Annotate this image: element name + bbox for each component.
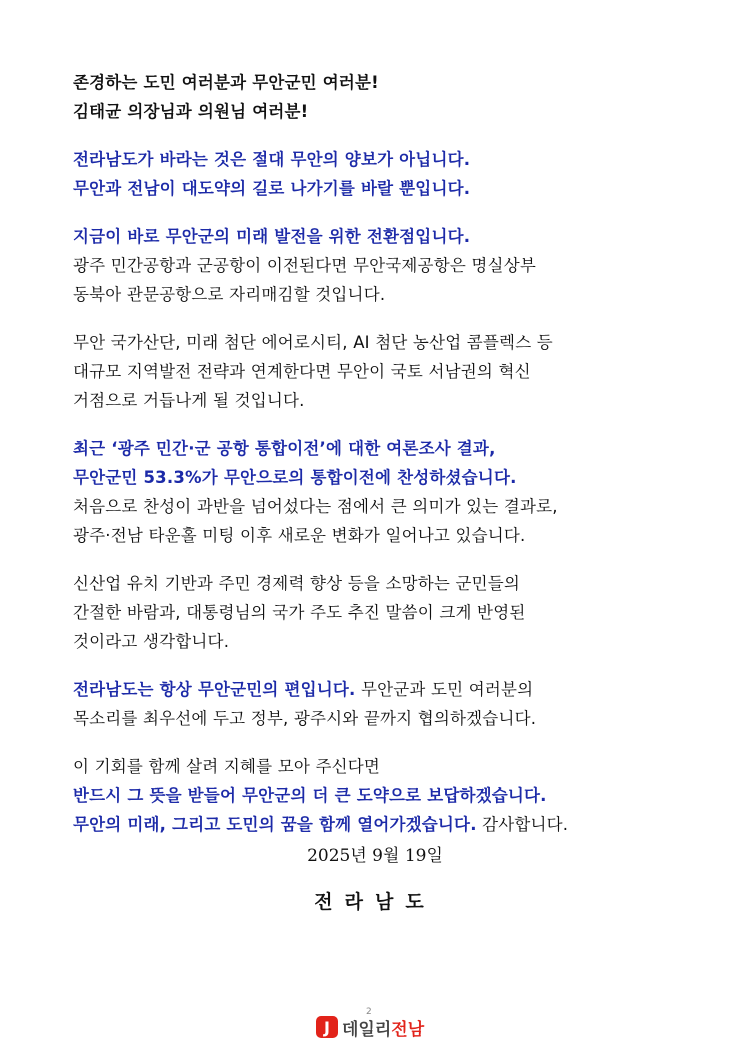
text-line — [73, 598, 693, 627]
body-text: 감사합니다. — [476, 815, 569, 834]
letter-body — [73, 68, 693, 858]
body-text: 대규모 지역발전 전략과 연계한다면 무안이 국토 서남권의 혁신 — [73, 362, 531, 381]
logo-text-daily: 데일리 — [342, 1019, 392, 1040]
emphasis-text: 최근 ‘광주 민간·군 공항 통합이전’에 대한 여론조사 결과, — [73, 439, 496, 458]
text-line — [73, 174, 693, 203]
text-line — [73, 569, 693, 598]
paragraph — [73, 569, 693, 656]
text-line — [73, 251, 693, 280]
text-line — [73, 627, 693, 656]
body-text: 무안 국가산단, 미래 첨단 에어로시티, AI 첨단 농산업 콤플렉스 등 — [73, 333, 553, 352]
text-line — [73, 280, 693, 309]
body-text: 무안군과 도민 여러분의 — [355, 680, 534, 699]
text-line — [73, 434, 693, 463]
signer-name: 전라남도 — [314, 891, 436, 913]
emphasis-text: 무안군민 53.3%가 무안으로의 통합이전에 찬성하셨습니다. — [73, 468, 517, 487]
watermark-logo — [316, 1012, 424, 1042]
text-line — [73, 781, 693, 810]
body-text: 광주 민간공항과 군공항이 이전된다면 무안국제공항은 명실상부 — [73, 256, 536, 275]
body-text: 간절한 바람과, 대통령님의 국가 주도 추진 말씀이 크게 반영된 — [73, 603, 526, 622]
emphasis-text: 무안의 미래, 그리고 도민의 꿈을 함께 열어가겠습니다. — [73, 815, 477, 834]
emphasis-text: 전라남도가 바라는 것은 절대 무안의 양보가 아닙니다. — [73, 150, 471, 169]
emphasis-text: 무안과 전남이 대도약의 길로 나가기를 바랄 뿐입니다. — [73, 179, 471, 198]
body-text: 광주·전남 타운홀 미팅 이후 새로운 변화가 일어나고 있습니다. — [73, 526, 526, 545]
body-text: 거점으로 거듭나게 될 것입니다. — [73, 391, 305, 410]
document-date: 2025년 9월 19일 — [307, 846, 443, 866]
text-line — [73, 675, 693, 704]
text-line — [73, 810, 693, 839]
text-line — [73, 357, 693, 386]
paragraph — [73, 145, 693, 203]
emphasis-text: 지금이 바로 무안군의 미래 발전을 위한 전환점입니다. — [73, 227, 471, 246]
paragraph — [73, 328, 693, 415]
text-line — [73, 386, 693, 415]
emphasis-text: 반드시 그 뜻을 받들어 무안군의 더 큰 도약으로 보답하겠습니다. — [73, 786, 547, 805]
text-line — [73, 752, 693, 781]
greeting-text: 김태균 의장님과 의원님 여러분! — [73, 102, 309, 121]
paragraph — [73, 222, 693, 309]
body-text: 것이라고 생각합니다. — [73, 632, 230, 651]
text-line — [73, 145, 693, 174]
body-text: 동북아 관문공항으로 자리매김할 것입니다. — [73, 285, 386, 304]
text-line — [73, 492, 693, 521]
logo-text-jeonnam: 전남 — [391, 1019, 425, 1040]
text-line — [73, 97, 693, 126]
paragraph — [73, 68, 693, 126]
body-text: 목소리를 최우선에 두고 정부, 광주시와 끝까지 협의하겠습니다. — [73, 709, 537, 728]
text-line — [73, 704, 693, 733]
text-line — [73, 222, 693, 251]
paragraph — [73, 434, 693, 550]
text-line — [73, 521, 693, 550]
body-text: 신산업 유치 기반과 주민 경제력 향상 등을 소망하는 군민들의 — [73, 574, 521, 593]
paragraph — [73, 675, 693, 733]
body-text: 처음으로 찬성이 과반을 넘어섰다는 점에서 큰 의미가 있는 결과로, — [73, 497, 558, 516]
greeting-text: 존경하는 도민 여러분과 무안군민 여러분! — [73, 73, 379, 92]
logo-icon: J — [316, 1016, 338, 1038]
page-number: 2 — [366, 1007, 372, 1017]
paragraph — [73, 752, 693, 839]
emphasis-text: 전라남도는 항상 무안군민의 편입니다. — [73, 680, 356, 699]
text-line — [73, 328, 693, 357]
text-line — [73, 68, 693, 97]
text-line — [73, 463, 693, 492]
body-text: 이 기회를 함께 살려 지혜를 모아 주신다면 — [73, 757, 381, 776]
